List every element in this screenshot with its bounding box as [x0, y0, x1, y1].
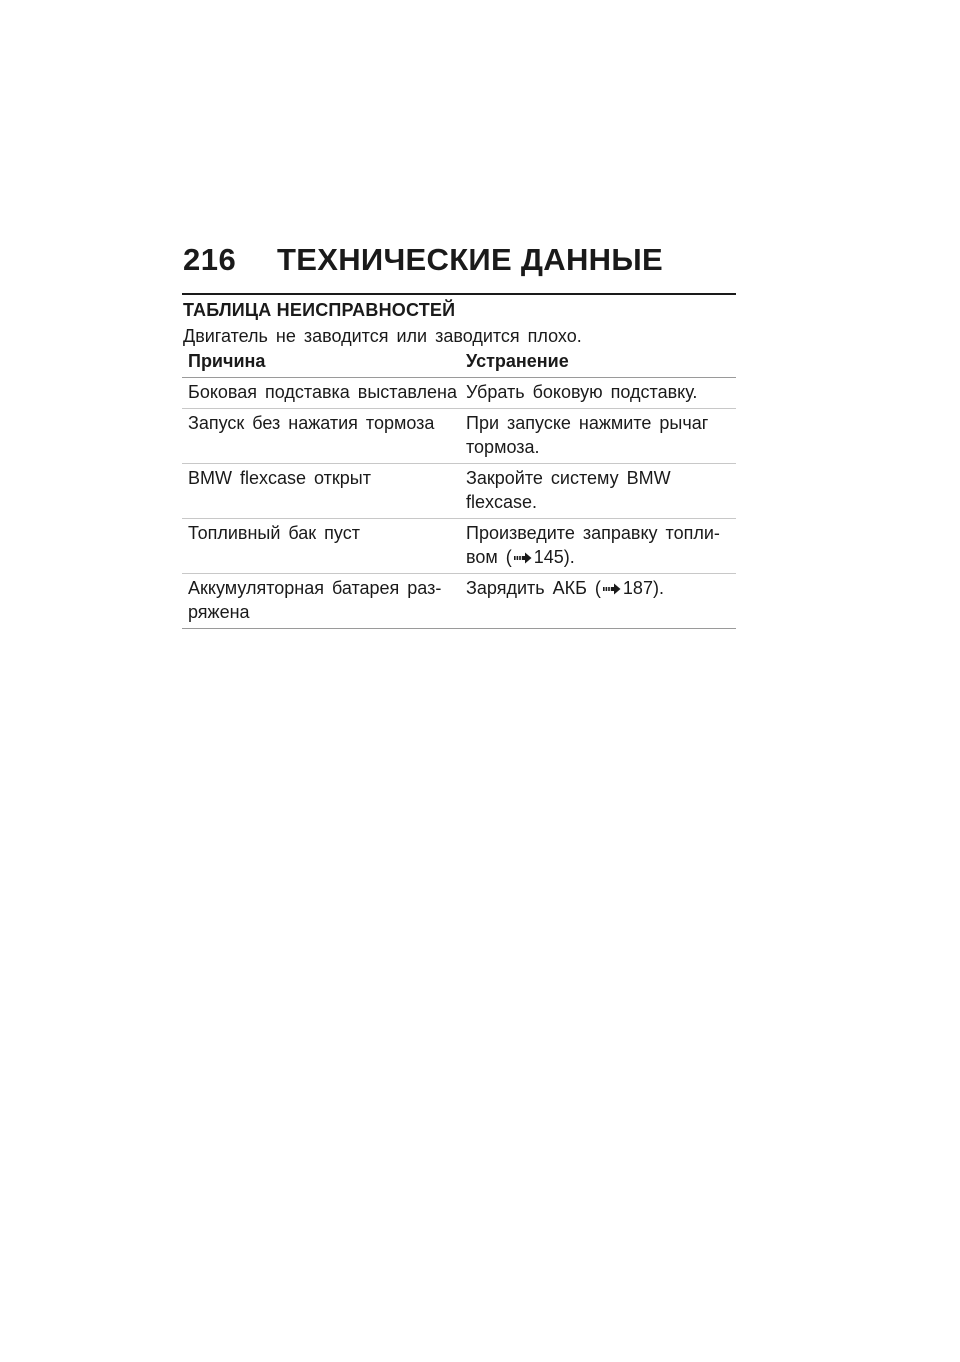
fix-line: Произведите заправку топли- — [466, 523, 720, 543]
cause-cell — [182, 576, 466, 624]
fix-text: ). — [652, 578, 664, 598]
arrow-right-icon — [603, 583, 621, 595]
page-header — [183, 242, 663, 278]
table-row — [182, 409, 736, 464]
cause-line: Запуск без нажатия тормоза — [188, 413, 435, 433]
table-row — [182, 464, 736, 519]
cause-line: Боковая подставка выставлена — [188, 382, 457, 402]
cause-line: ряжена — [188, 602, 250, 622]
page-reference-link[interactable]: 187 — [622, 578, 653, 598]
fix-line: Убрать боковую подставку. — [466, 382, 698, 402]
fix-cell — [466, 576, 736, 624]
fix-line: тормоза. — [466, 437, 540, 457]
page-number: 216 — [183, 242, 237, 277]
symptom-text: Двигатель не заводится или заводится плохо. — [183, 326, 582, 346]
cause-line: Топливный бак пуст — [188, 523, 360, 543]
chapter-title: ТЕХНИЧЕСКИЕ ДАННЫЕ — [277, 242, 663, 277]
fix-line: flexcase. — [466, 492, 538, 512]
arrow-right-icon — [514, 552, 532, 564]
cause-cell — [182, 380, 466, 404]
fix-line — [466, 545, 736, 569]
header-fix: Устранение — [466, 351, 569, 371]
fix-text: Зарядить АКБ ( — [466, 578, 601, 598]
cause-cell — [182, 521, 466, 569]
page-reference-link[interactable]: 145 — [533, 547, 564, 567]
cause-cell — [182, 411, 466, 459]
cause-line: Аккумуляторная батарея раз- — [188, 578, 442, 598]
fix-cell — [466, 521, 736, 569]
fix-text: вом ( — [466, 547, 512, 567]
header-cause: Причина — [188, 351, 266, 371]
fix-cell — [466, 380, 736, 404]
table-row — [182, 519, 736, 574]
table-row — [182, 574, 736, 629]
fix-text: ). — [563, 547, 575, 567]
fix-line — [466, 576, 736, 600]
fix-cell — [466, 466, 736, 514]
fix-line: Закройте систему BMW — [466, 468, 671, 488]
section-title: ТАБЛИЦА НЕИСПРАВНОСТЕЙ — [183, 300, 456, 320]
fix-cell — [466, 411, 736, 459]
fault-table — [182, 351, 736, 629]
fix-line: При запуске нажмите рычаг — [466, 413, 709, 433]
table-header — [182, 351, 736, 378]
cause-cell — [182, 466, 466, 514]
cause-line: BMW flexcase открыт — [188, 468, 371, 488]
table-row — [182, 378, 736, 409]
section-divider — [182, 293, 736, 295]
